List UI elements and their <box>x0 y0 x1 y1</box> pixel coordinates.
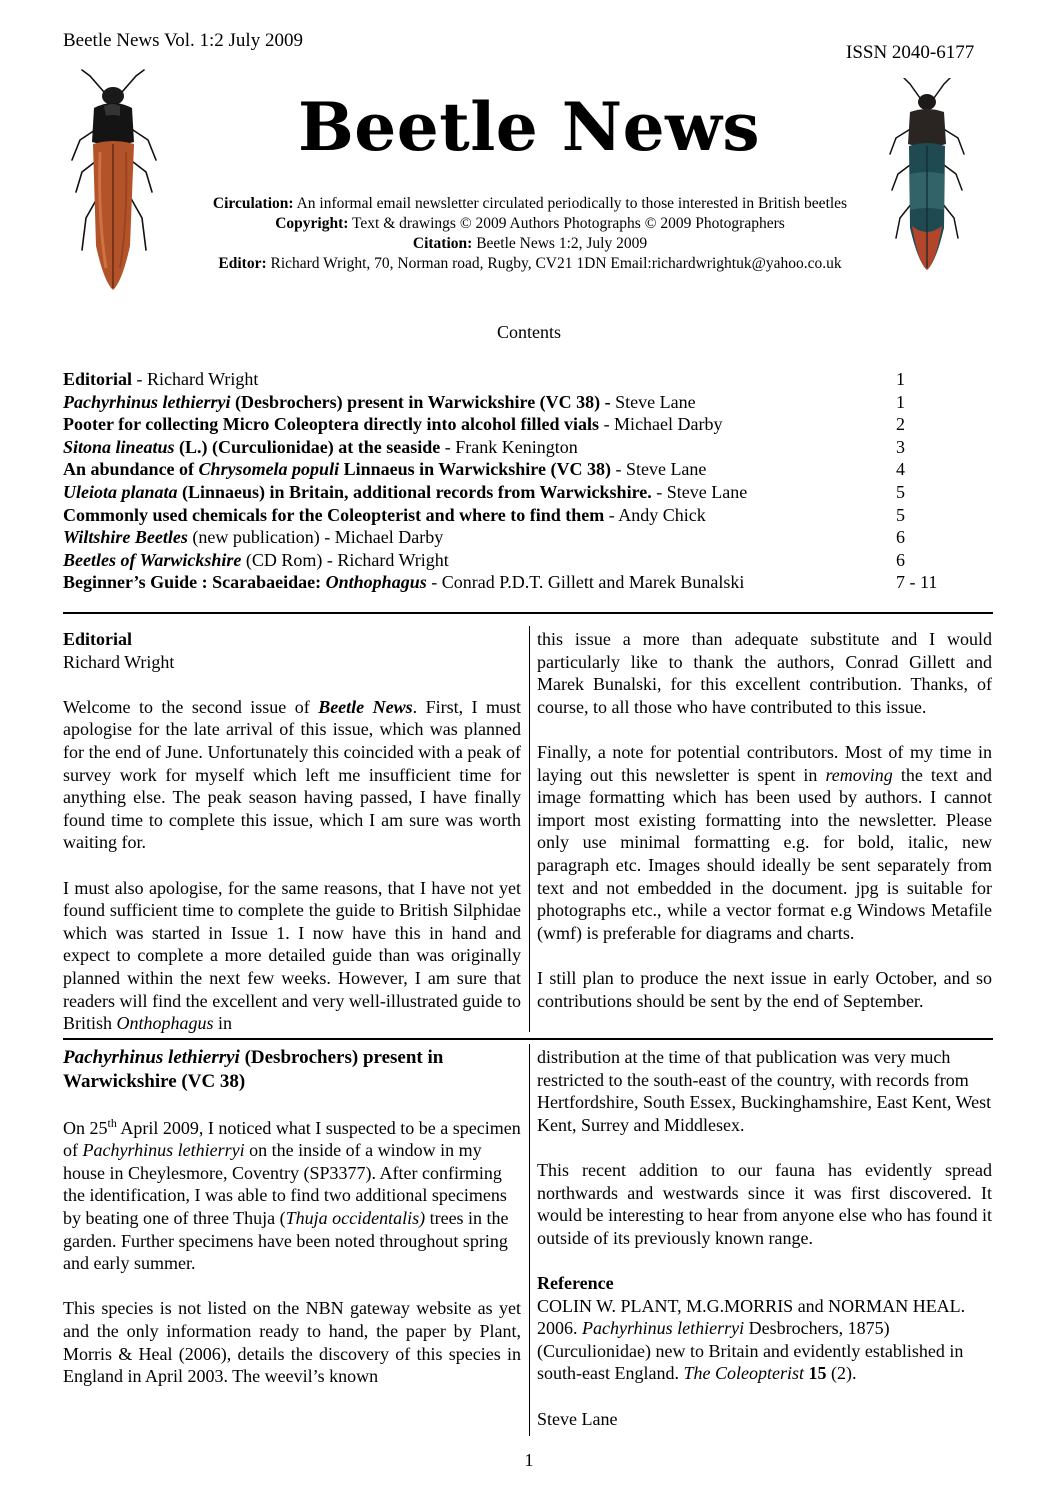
toc-title-bold: Beginner’s Guide : Scarabaeidae: <box>63 572 326 593</box>
toc-row[interactable] <box>63 481 963 504</box>
copyright-text: Text & drawings © 2009 Authors Photographs © 2009 Photographers <box>348 215 785 232</box>
article-paragraph: This species is not listed on the NBN gateway website as yet and the only information ready to hand, the paper by Plant, Morris & Heal (2006), details the discovery of this species in England in April 2003. The weevil’s known <box>63 1298 521 1387</box>
toc-title-italic: Uleiota planata <box>63 481 178 502</box>
toc-page: 2 <box>896 414 905 435</box>
toc-title-rest: (Linnaeus) in Britain, additional records from Warwickshire. <box>177 481 652 502</box>
article-paragraph: On 25th April 2009, I noticed what I suspected to be a specimen of Pachyrhinus lethierryi on the inside of a window in my house in Cheylesmore, Coventry (SP3377). After confirming the identification, I was able to find two additional specimens by beating one of three Thuja (Thuja occidentalis) trees in the garden. Further specimens have been noted throughout spring and early summer. <box>63 1115 521 1274</box>
editorial-heading: Editorial <box>63 629 133 649</box>
toc-page: 6 <box>896 549 905 570</box>
copyright-line <box>150 214 910 234</box>
toc-author: - Steve Lane <box>651 481 748 502</box>
toc-author: (new publication) - Michael Darby <box>187 527 444 548</box>
toc-title-bold: Pooter for collecting Micro Coleoptera directly into alcohol filled vials <box>63 414 600 435</box>
toc-author: (CD Rom) - Richard Wright <box>241 549 449 570</box>
article-left-column <box>63 1046 521 1388</box>
issn: ISSN 2040-6177 <box>846 42 975 63</box>
contents-heading: Contents <box>496 322 561 342</box>
citation-text: Beetle News 1:2, July 2009 <box>472 235 648 252</box>
toc-page: 7 - 11 <box>896 572 938 593</box>
reference-entry: COLIN W. PLANT, M.G.MORRIS and NORMAN HEAL. 2006. Pachyrhinus lethierryi Desbrochers, 1875) (Curculionidae) new to Britain and evidently established in south-east England. The Coleopterist 15 (2). <box>537 1295 966 1384</box>
editorial-paragraph: I must also apologise, for the same reasons, that I have not yet found sufficient time to complete the guide to British Silphidae which was started in Issue 1. I now have this in hand and expect to complete a more detailed guide than was originally planned within the next few weeks. However, I am sure that readers will find the excellent and very well-illustrated guide to British Onthophagus in <box>63 877 521 1034</box>
toc-page: 5 <box>896 481 905 502</box>
article-title: Pachyrhinus lethierryi (Desbrochers) present in Warwickshire (VC 38) <box>63 1047 444 1092</box>
column-divider <box>529 1044 530 1436</box>
toc-author: - Richard Wright <box>132 369 259 389</box>
toc-row[interactable] <box>63 549 963 572</box>
editorial-paragraph: Finally, a note for potential contributors. Most of my time in laying out this newsletter is spent in removing the text and image formatting which has been used by authors. I cannot import most existing formatting into the newsletter. Please only use minimal formatting e.g. for bold, italic, new paragraph etc. Images should ideally be sent separately from text and not embedded in the document. jpg is suitable for photographs etc., while a vector format e.g Windows Metafile (wmf) is preferable for diagrams and charts. <box>537 741 992 943</box>
toc-title-italic: Wiltshire Beetles <box>63 527 188 548</box>
column-divider <box>529 626 530 1032</box>
article-right-column <box>537 1046 992 1430</box>
toc-row[interactable] <box>63 391 963 414</box>
toc-page: 3 <box>896 436 905 457</box>
editor-text: Richard Wright, 70, Norman road, Rugby, CV21 1DN Email:richardwrightuk@yahoo.co.uk <box>266 255 842 272</box>
toc-title-bold: Editorial <box>63 369 133 389</box>
toc-title-italic: Onthophagus <box>325 572 427 593</box>
toc-row[interactable] <box>63 571 963 594</box>
editorial-right-column <box>537 628 992 1012</box>
toc-author: - Frank Kenington <box>440 436 578 457</box>
toc-row[interactable] <box>63 368 963 391</box>
toc-page: 1 <box>896 369 905 389</box>
toc-row[interactable] <box>63 436 963 459</box>
editorial-paragraph: Welcome to the second issue of Beetle News. First, I must apologise for the late arrival of this issue, which was planned for the end of June. Unfortunately this coincided with a peak of survey work for myself which left me insufficient time for anything else. The peak season having passed, I have finally found time to complete this issue, which I am sure was worth waiting for. <box>63 696 521 853</box>
toc-row[interactable] <box>63 504 963 527</box>
citation-line <box>150 234 910 254</box>
toc-page: 5 <box>896 504 905 525</box>
editorial-author: Richard Wright <box>63 651 175 672</box>
toc-title-rest: (L.) (Curculionidae) at the seaside <box>174 436 441 457</box>
toc-author: - Michael Darby <box>599 414 723 435</box>
toc-title-italic: Pachyrhinus lethierryi <box>63 391 231 412</box>
circulation-label: Circulation: <box>212 195 294 212</box>
editorial-left-column <box>63 628 521 1035</box>
contents-divider <box>63 612 993 614</box>
table-of-contents <box>63 368 963 594</box>
issue-line: Beetle News Vol. 1:2 July 2009 <box>63 30 303 51</box>
toc-page: 1 <box>896 391 905 412</box>
toc-title-italic: Beetles of Warwickshire <box>63 549 242 570</box>
toc-title-italic: Chrysomela populi <box>198 459 340 480</box>
masthead <box>150 194 910 274</box>
copyright-label: Copyright: <box>275 215 349 232</box>
toc-author: Steve Lane <box>615 391 696 412</box>
article-signoff: Steve Lane <box>537 1408 618 1429</box>
toc-row[interactable] <box>63 458 963 481</box>
editorial-paragraph: this issue a more than adequate substitute and I would particularly like to thank the authors, Conrad Gillett and Marek Bunalski, for this excellent contribution. Thanks, of course, to all those who have contributed to this issue. <box>537 629 992 717</box>
editor-line <box>150 254 910 274</box>
toc-title-rest: (Desbrochers) present in Warwickshire (VC 38) - <box>230 391 616 412</box>
toc-title-italic: Sitona lineatus <box>63 436 175 457</box>
editorial-paragraph: I still plan to produce the next issue in early October, and so contributions should be sent by the end of September. <box>537 967 992 1011</box>
toc-author: - Conrad P.D.T. Gillett and Marek Bunalski <box>426 572 745 593</box>
newsletter-title: Beetle News <box>297 88 761 166</box>
page-number: 1 <box>524 1450 534 1470</box>
article-paragraph: This recent addition to our fauna has evidently spread northwards and westwards since it was first discovered. It would be interesting to hear from anyone else who has found it outside of its previously known range. <box>537 1159 992 1248</box>
toc-row[interactable] <box>63 413 963 436</box>
toc-row[interactable] <box>63 526 963 549</box>
section-divider <box>63 1038 993 1040</box>
citation-label: Citation: <box>412 235 473 252</box>
toc-author: - Andy Chick <box>604 504 706 525</box>
toc-title-rest: Linnaeus in Warwickshire (VC 38) <box>339 459 611 480</box>
reference-heading: Reference <box>537 1272 614 1293</box>
click-beetle-photo <box>64 68 164 298</box>
newsletter-name: Beetle News <box>318 696 413 717</box>
toc-page: 4 <box>896 459 905 480</box>
toc-title-bold: Commonly used chemicals for the Coleopterist and where to find them <box>63 504 605 525</box>
article-paragraph: distribution at the time of that publication was very much restricted to the south-east of the country, with records from Hertfordshire, South Essex, Buckinghamshire, East Kent, West Kent, Surrey and Middlesex. <box>537 1047 992 1135</box>
toc-author: - Steve Lane <box>610 459 707 480</box>
editor-label: Editor: <box>218 255 267 272</box>
circulation-line <box>150 194 910 214</box>
toc-title-bold: An abundance of <box>63 459 199 480</box>
circulation-text: An informal email newsletter circulated periodically to those interested in British beetles <box>293 195 848 212</box>
toc-page: 6 <box>896 527 905 548</box>
